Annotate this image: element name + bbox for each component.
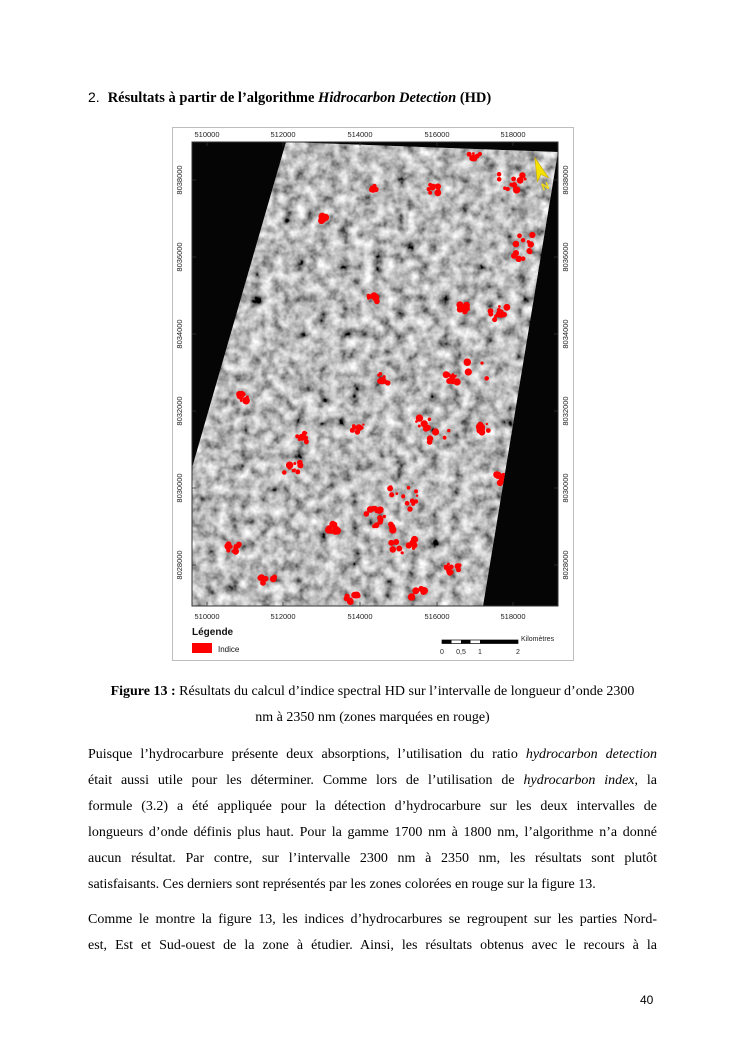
index-zone-spot	[304, 440, 308, 444]
index-zone-spot	[494, 314, 498, 318]
index-zone-spot	[511, 177, 516, 182]
x-tick-label-bottom: 518000	[500, 612, 526, 621]
x-tick-label-top: 514000	[347, 130, 373, 139]
legend-item-label: Indice	[218, 645, 240, 654]
index-zone-spot	[415, 420, 418, 423]
index-zone-spot	[298, 438, 301, 441]
x-tick-label-top: 518000	[500, 130, 526, 139]
north-label: N	[540, 180, 551, 194]
index-zone-spot	[407, 486, 411, 490]
index-zone-spot	[282, 470, 287, 475]
index-zone-spot	[513, 241, 520, 248]
figure-caption-line2: nm à 2350 nm (zones marquées en rouge)	[255, 710, 490, 725]
index-zone-spot	[409, 543, 412, 546]
index-zone-spot	[418, 425, 421, 428]
legend-swatch	[192, 643, 212, 653]
y-tick-label-left: 8032000	[175, 396, 184, 426]
paragraph-2	[88, 907, 657, 959]
index-zone-spot	[295, 469, 300, 474]
text-line: longueurs d’onde définis plus haut. Pour la gamme 1700 nm à 1800 nm, l’algorithme n’a donné	[88, 825, 657, 840]
index-zone-spot	[304, 436, 308, 440]
index-zone-spot	[401, 551, 404, 554]
index-zone-spot	[529, 232, 535, 238]
index-zone-spot	[388, 540, 394, 546]
text-line: satisfaisants. Ces derniers sont représentés par les zones colorées en rouge sur la figure 13.	[88, 877, 596, 892]
x-tick-label-bottom: 512000	[270, 612, 296, 621]
index-zone-spot	[457, 306, 463, 312]
index-zone-spot	[527, 240, 530, 243]
index-zone-spot	[488, 308, 494, 314]
text-line: Puisque l’hydrocarbure présente deux absorptions, l’utilisation du ratio hydrocarbon detection	[88, 747, 657, 762]
index-zone-spot	[331, 522, 337, 528]
index-zone-spot	[464, 358, 472, 366]
y-tick-label-right: 8034000	[561, 319, 570, 349]
index-zone-spot	[435, 183, 441, 189]
index-zone-spot	[511, 182, 517, 188]
index-zone-spot	[292, 469, 294, 471]
page-number: 40	[640, 993, 654, 1007]
y-tick-label-right: 8030000	[561, 473, 570, 503]
index-zone-spot	[373, 187, 379, 193]
index-zone-spot	[458, 563, 462, 567]
index-zone-spot	[389, 526, 396, 533]
paragraph-1	[88, 742, 657, 898]
index-zone-spot	[421, 587, 428, 594]
index-zone-spot	[360, 426, 363, 429]
index-zone-spot	[477, 422, 483, 428]
index-zone-spot	[470, 155, 477, 162]
index-zone-spot	[377, 515, 383, 521]
y-tick-label-left: 8034000	[175, 319, 184, 349]
index-zone-spot	[353, 592, 360, 599]
index-zone-spot	[226, 541, 232, 547]
index-zone-spot	[389, 492, 394, 497]
index-zone-spot	[395, 492, 398, 495]
index-zone-spot	[293, 462, 296, 465]
index-zone-spot	[528, 250, 533, 255]
x-tick-label-top: 516000	[424, 130, 450, 139]
index-zone-spot	[390, 546, 397, 553]
index-zone-spot	[427, 439, 433, 445]
legend-title: Légende	[192, 627, 234, 638]
y-tick-label-right: 8038000	[561, 165, 570, 195]
y-tick-label-right: 8032000	[561, 396, 570, 426]
index-zone-spot	[362, 423, 364, 425]
index-zone-spot	[480, 362, 483, 365]
index-zone-spot	[447, 429, 450, 432]
index-zone-spot	[497, 480, 503, 486]
index-zone-spot	[329, 529, 334, 534]
index-zone-spot	[504, 304, 511, 311]
index-zone-spot	[299, 464, 303, 468]
text-line: était aussi utile pour les déterminer. Comme lors de l’utilisation de hydrocarbon index, la	[88, 773, 657, 788]
index-zone-spot	[405, 501, 410, 506]
index-zone-spot	[513, 250, 519, 256]
text-line: aucun résultat. Par contre, sur l’intervalle 2300 nm à 2350 nm, les résultats sont plutôt	[88, 851, 657, 866]
section-heading	[88, 89, 491, 107]
index-zone-spot	[414, 489, 418, 493]
index-zone-spot	[377, 506, 384, 513]
index-zone-spot	[449, 570, 453, 574]
index-zone-spot	[410, 499, 415, 504]
index-zone-spot	[493, 471, 500, 478]
index-zone-spot	[486, 428, 491, 433]
index-zone-spot	[301, 435, 304, 438]
index-zone-spot	[434, 189, 441, 196]
scale-unit: Kilomètres	[521, 636, 555, 643]
index-zone-spot	[497, 177, 502, 182]
index-zone-spot	[257, 575, 263, 581]
index-zone-spot	[233, 547, 238, 552]
index-zone-spot	[389, 485, 392, 488]
index-zone-spot	[409, 594, 414, 599]
index-zone-spot	[377, 374, 380, 377]
figure-caption-line1: Figure 13 : Résultats du calcul d’indice spectral HD sur l’intervalle de longueur d’onde 2300	[110, 684, 635, 699]
index-zone-spot	[428, 418, 432, 422]
index-zone-spot	[449, 378, 453, 382]
map-image	[173, 128, 573, 660]
index-zone-spot	[242, 397, 250, 405]
index-zone-spot	[498, 305, 501, 308]
x-tick-label-top: 512000	[270, 130, 296, 139]
text-line: est, Est et Sud-ouest de la zone à étudier. Ainsi, les résultats obtenus avec le recours à la	[88, 938, 657, 953]
index-zone-spot	[352, 425, 357, 430]
index-zone-spot	[432, 428, 439, 435]
index-zone-spot	[484, 376, 489, 381]
scale-label-0: 0	[440, 649, 444, 656]
scale-label-0-5: 0,5	[456, 649, 466, 656]
scale-label-1: 1	[478, 649, 482, 656]
index-zone-spot	[369, 188, 373, 192]
index-zone-spot	[444, 565, 449, 570]
index-zone-spot	[383, 515, 386, 518]
scale-bar	[440, 636, 555, 656]
index-zone-spot	[521, 238, 525, 242]
index-zone-spot	[517, 177, 524, 184]
x-tick-label-bottom: 516000	[424, 612, 450, 621]
section-title: Résultats à partir de l’algorithme Hidrocarbon Detection (HD)	[107, 90, 492, 106]
y-tick-label-left: 8028000	[175, 550, 184, 580]
index-zone-spot	[355, 429, 360, 434]
index-zone-spot	[446, 373, 450, 377]
index-zone-spot	[236, 542, 242, 548]
index-zone-spot	[467, 152, 472, 157]
index-zone-spot	[263, 576, 269, 582]
index-zone-spot	[401, 494, 405, 498]
index-zone-spot	[367, 506, 374, 513]
index-zone-spot	[286, 462, 293, 469]
index-zone-spot	[430, 185, 436, 191]
x-tick-label-bottom: 514000	[347, 612, 373, 621]
index-zone-spot	[497, 308, 501, 312]
index-zone-spot	[374, 299, 380, 305]
index-zone-spot	[377, 378, 383, 384]
y-tick-label-left: 8038000	[175, 165, 184, 195]
scale-label-2: 2	[516, 649, 520, 656]
text-line: Comme le montre la figure 13, les indices d’hydrocarbures se regroupent sur les parties Nord-	[88, 912, 657, 927]
index-zone-spot	[412, 542, 418, 548]
index-zone-spot	[322, 214, 329, 221]
index-zone-spot	[443, 436, 447, 440]
figure-label: Figure 13 :	[110, 684, 176, 699]
y-tick-label-right: 8036000	[561, 242, 570, 272]
index-zone-spot	[456, 567, 461, 572]
text-line: formule (3.2) a été appliquée pour la détection d’hydrocarbure sur les deux intervalles de	[88, 799, 657, 814]
x-tick-label-top: 510000	[194, 130, 220, 139]
x-tick-label-bottom: 510000	[194, 612, 220, 621]
y-tick-label-left: 8036000	[175, 242, 184, 272]
y-tick-label-right: 8028000	[561, 550, 570, 580]
index-zone-spot	[396, 546, 402, 552]
index-zone-spot	[497, 172, 502, 177]
index-zone-spot	[472, 152, 475, 155]
index-zone-spot	[237, 392, 244, 399]
index-zone-spot	[465, 368, 472, 375]
section-number: 2.	[88, 89, 100, 105]
figure-13-map	[172, 127, 574, 661]
y-tick-label-left: 8030000	[175, 473, 184, 503]
index-zone-spot	[270, 576, 277, 583]
index-zone-spot	[416, 495, 418, 497]
index-zone-spot	[423, 426, 429, 432]
index-zone-spot	[344, 596, 349, 601]
index-zone-spot	[506, 187, 510, 191]
index-zone-spot	[521, 256, 526, 261]
index-zone-spot	[369, 295, 372, 298]
index-zone-spot	[374, 522, 380, 528]
index-zone-spot	[428, 191, 432, 195]
index-zone-spot	[486, 423, 488, 425]
index-zone-spot	[407, 506, 412, 511]
index-zone-spot	[517, 233, 522, 238]
index-zone-spot	[412, 587, 419, 594]
